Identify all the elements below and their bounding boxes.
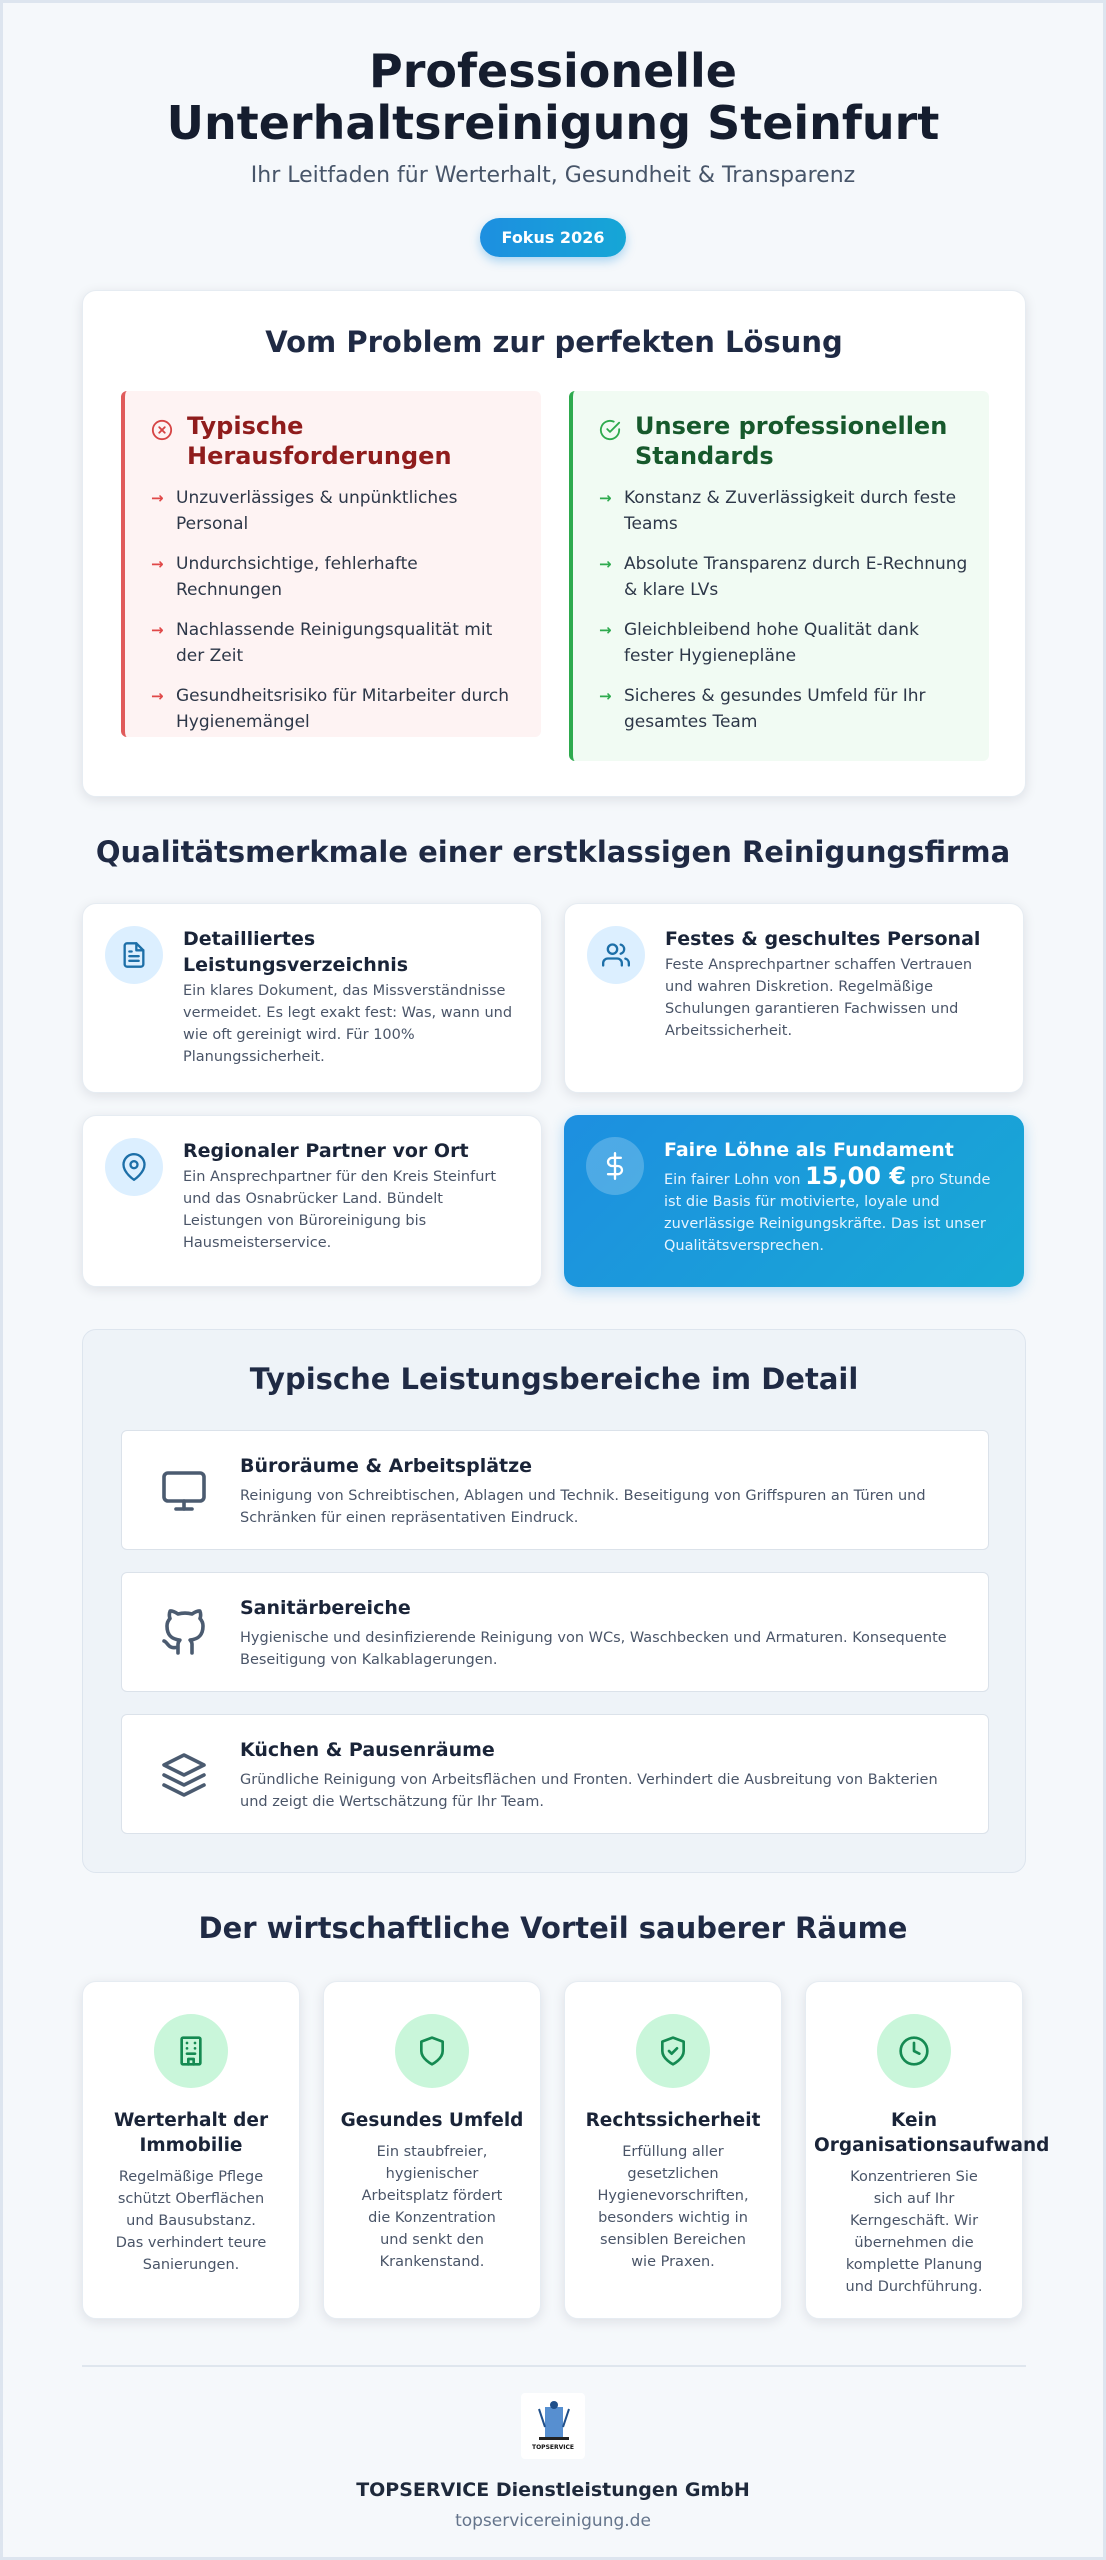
service-title: Küchen & Pausenräume — [240, 1739, 495, 1761]
quality-card-text: Feste Ansprechpartner schaffen Vertrauen und wahren Diskretion. Regelmäßige Schulungen garantieren Fachwissen und Arbeitssicherheit. — [665, 957, 973, 1039]
econ-card-text: Konzentrieren Sie sich auf Ihr Kerngeschäft. Wir übernehmen die komplette Planung und Durchführung. — [845, 2169, 983, 2295]
focus-badge: Fokus 2026 — [480, 218, 627, 257]
service-text: Reinigung von Schreibtischen, Ablagen und Technik. Beseitigung von Griffspuren an Türen und Schränken für einen repräsentativen Eindruck. — [240, 1488, 926, 1526]
econ-card-text: Regelmäßige Pflege schützt Oberflächen und Bausubstanz. Das verhindert teure Sanierungen. — [115, 2169, 267, 2273]
svg-text:TOPSERVICE: TOPSERVICE — [531, 2444, 575, 2451]
service-title: Sanitärbereiche — [240, 1597, 411, 1619]
layers-icon — [160, 1751, 208, 1799]
document-icon — [120, 941, 148, 969]
problems-column — [121, 391, 541, 737]
quality-card-service-list — [82, 903, 542, 1093]
github-icon — [160, 1609, 208, 1657]
list-item: → Gesundheitsrisiko für Mitarbeiter durch Hygienemängel — [151, 686, 510, 732]
problems-heading: Typische Herausforderungen — [187, 412, 452, 470]
website-link[interactable]: topservicereinigung.de — [455, 2511, 651, 2531]
monitor-icon — [160, 1467, 208, 1515]
list-item: → Nachlassende Reinigungsqualität mit der Zeit — [151, 620, 493, 666]
solutions-column — [569, 391, 989, 761]
quality-card-title: Faire Löhne als Fundament — [664, 1139, 954, 1161]
list-item: → Absolute Transparenz durch E-Rechnung & klare LVs — [599, 554, 968, 600]
services-section — [82, 1329, 1026, 1873]
solutions-list — [599, 485, 969, 735]
footer-divider — [82, 2365, 1026, 2367]
econ-card-title: Rechtssicherheit — [585, 2110, 761, 2131]
quality-card-text: Ein Ansprechpartner für den Kreis Steinfurt und das Osnabrücker Land. Bündelt Leistungen von Büroreinigung bis Hausmeisterservice. — [183, 1169, 497, 1251]
page — [3, 3, 1103, 2557]
quality-title: Qualitätsmerkmale einer erstklassigen Reinigungsfirma — [95, 835, 1011, 869]
service-row-office — [121, 1430, 989, 1550]
map-pin-icon — [120, 1153, 148, 1181]
quality-card-title: Regionaler Partner vor Ort — [183, 1140, 469, 1162]
quality-card-text: Ein klares Dokument, das Missverständnisse vermeidet. Es legt exakt fest: Was, wann und wie oft gereinigt wird. Für 100% Planungssicherheit. — [183, 983, 513, 1065]
page-title: Professionelle Unterhaltsreinigung Steinfurt — [166, 44, 940, 150]
comparison-title: Vom Problem zur perfekten Lösung — [265, 325, 843, 359]
economic-title: Der wirtschaftliche Vorteil sauberer Räume — [198, 1911, 908, 1945]
quality-card-staff — [564, 903, 1024, 1093]
econ-card-value — [82, 1981, 300, 2319]
service-row-kitchen — [121, 1714, 989, 1834]
service-title: Büroräume & Arbeitsplätze — [240, 1455, 533, 1477]
quality-card-regional — [82, 1115, 542, 1287]
dollar-icon — [601, 1152, 629, 1180]
list-item: → Undurchsichtige, fehlerhafte Rechnungen — [151, 554, 418, 600]
building-icon — [175, 2035, 207, 2067]
solutions-heading: Unsere professionellen Standards — [635, 412, 948, 470]
shield-icon — [416, 2035, 448, 2067]
shield-check-icon — [657, 2035, 689, 2067]
hero — [3, 3, 1103, 257]
list-item: → Konstanz & Zuverlässigkeit durch feste Teams — [599, 488, 957, 534]
quality-card-text: Ein fairer Lohn von 15,00 € pro Stunde ist die Basis für motivierte, loyale und zuverlässige Reinigungskräfte. Das ist unser Qualitätsversprechen. — [664, 1162, 991, 1254]
company-name: TOPSERVICE Dienstleistungen GmbH — [356, 2479, 750, 2501]
econ-card-organisation — [805, 1981, 1050, 2319]
service-text: Gründliche Reinigung von Arbeitsflächen und Fronten. Verhindert die Ausbreitung von Bakterien und zeigt die Wertschätzung für Ihr Team. — [240, 1772, 938, 1810]
services-title: Typische Leistungsbereiche im Detail — [249, 1362, 859, 1396]
econ-card-title: Werterhalt der Immobilie — [113, 2110, 269, 2156]
econ-card-health — [323, 1981, 541, 2319]
check-circle-icon — [599, 419, 621, 441]
quality-card-title: Festes & geschultes Personal — [665, 928, 981, 950]
problems-list — [151, 485, 521, 735]
service-row-sanitary — [121, 1572, 989, 1692]
users-icon — [602, 941, 630, 969]
quality-card-fair-wages — [564, 1115, 1024, 1287]
econ-card-title: Gesundes Umfeld — [340, 2110, 524, 2131]
econ-card-text: Erfüllung aller gesetzlichen Hygienevorschriften, besonders wichtig in sensiblen Bereichen wie Praxen. — [597, 2144, 749, 2270]
quality-card-title: Detailliertes Leistungsverzeichnis — [183, 928, 409, 976]
list-item: → Sicheres & gesundes Umfeld für Ihr gesamtes Team — [599, 686, 926, 732]
wage-value: 15,00 € — [805, 1162, 907, 1190]
list-item: → Gleichbleibend hohe Qualität dank fester Hygienepläne — [599, 620, 919, 666]
clock-icon — [898, 2035, 930, 2067]
footer — [3, 2393, 1103, 2531]
list-item: → Unzuverlässiges & unpünktliches Personal — [151, 488, 458, 534]
company-logo — [521, 2393, 585, 2459]
x-circle-icon — [151, 419, 173, 441]
econ-card-title: Kein Organisationsaufwand — [814, 2110, 1050, 2156]
econ-card-text: Ein staubfreier, hygienischer Arbeitsplatz fördert die Konzentration und senkt den Krankenstand. — [361, 2144, 503, 2270]
problem-solution-card — [82, 290, 1026, 797]
econ-card-legal — [564, 1981, 782, 2319]
page-subtitle: Ihr Leitfaden für Werterhalt, Gesundheit & Transparenz — [250, 163, 856, 188]
service-text: Hygienische und desinfizierende Reinigung von WCs, Waschbecken und Armaturen. Konsequente Beseitigung von Kalkablagerungen. — [240, 1630, 947, 1668]
